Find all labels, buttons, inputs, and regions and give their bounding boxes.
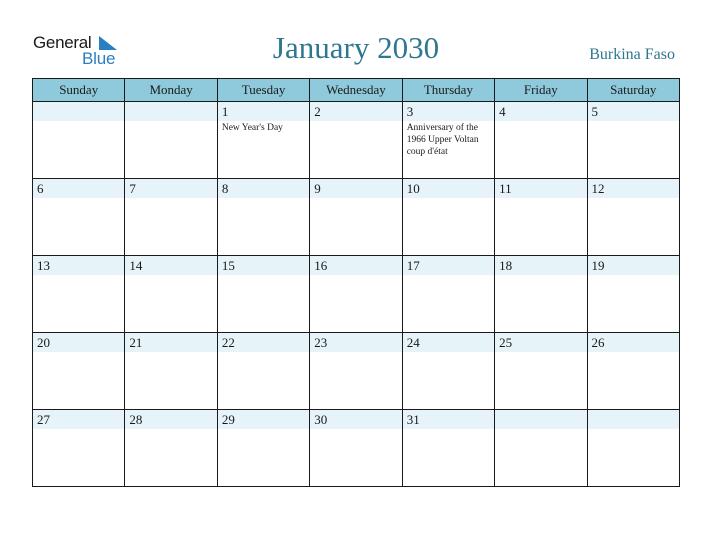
day-number: 17 <box>406 258 420 273</box>
day-cell <box>495 179 587 256</box>
day-number-band <box>495 256 586 275</box>
day-cell <box>495 410 587 487</box>
day-cell <box>495 256 587 333</box>
day-number: 24 <box>406 335 420 350</box>
day-cell <box>310 333 402 410</box>
week-row <box>33 179 680 256</box>
day-number: 31 <box>406 412 420 427</box>
day-number: 22 <box>221 335 235 350</box>
day-number-band <box>125 410 216 429</box>
day-cell <box>587 333 679 410</box>
day-number-band <box>495 410 586 429</box>
day-number: 29 <box>221 412 235 427</box>
day-number-band <box>33 410 124 429</box>
day-number-band <box>33 333 124 352</box>
day-number-band <box>403 333 494 352</box>
day-number-band <box>310 333 401 352</box>
day-number-band <box>495 333 586 352</box>
day-number: 20 <box>37 335 50 350</box>
day-number-band <box>125 256 216 275</box>
day-number: 13 <box>37 258 50 273</box>
day-cell <box>310 410 402 487</box>
day-number: 14 <box>129 258 143 273</box>
day-number-band <box>218 256 309 275</box>
day-number-band <box>125 102 216 121</box>
day-cell <box>402 179 494 256</box>
day-number: 25 <box>499 335 513 350</box>
day-cell <box>495 102 587 179</box>
day-number: 1 <box>221 104 229 119</box>
day-number: 23 <box>314 335 328 350</box>
day-number: 30 <box>314 412 328 427</box>
day-cell <box>217 102 309 179</box>
day-cell <box>402 410 494 487</box>
day-number-band <box>588 256 679 275</box>
day-number: 10 <box>406 181 420 196</box>
day-cell <box>125 410 217 487</box>
day-cell <box>33 333 125 410</box>
day-cell <box>587 256 679 333</box>
day-cell <box>33 256 125 333</box>
day-cell <box>310 102 402 179</box>
day-cell <box>33 410 125 487</box>
day-cell <box>495 333 587 410</box>
country-name: Burkina Faso <box>589 46 675 63</box>
day-number-band <box>588 102 679 121</box>
day-cell <box>402 256 494 333</box>
weekday-header: Saturday <box>587 79 679 102</box>
day-number: 7 <box>129 181 136 196</box>
day-number-band <box>588 410 679 429</box>
day-cell <box>217 179 309 256</box>
day-number-band <box>33 179 124 198</box>
weekday-header: Monday <box>125 79 217 102</box>
week-row <box>33 410 680 487</box>
day-cell <box>310 179 402 256</box>
day-number-band <box>218 333 309 352</box>
day-number: 27 <box>37 412 50 427</box>
day-cell <box>125 179 217 256</box>
day-cell <box>217 333 309 410</box>
weekday-header-row <box>33 79 680 102</box>
day-cell <box>310 256 402 333</box>
day-number-band <box>310 179 401 198</box>
day-number-band <box>495 179 586 198</box>
logo-general-text: General <box>33 33 92 52</box>
day-number-band <box>125 179 216 198</box>
day-cell <box>125 102 217 179</box>
holiday-label: Anniversary of the 1966 Upper Voltan coup d'état <box>406 123 479 157</box>
day-cell <box>125 256 217 333</box>
week-row <box>33 333 680 410</box>
day-number: 5 <box>591 104 599 119</box>
day-number: 21 <box>129 335 143 350</box>
day-number: 9 <box>314 181 321 196</box>
weekday-header: Thursday <box>402 79 494 102</box>
calendar-title: January 2030 <box>272 30 440 65</box>
day-number-band <box>218 102 309 121</box>
day-number-band <box>33 102 124 121</box>
day-number-band <box>403 410 494 429</box>
day-number-band <box>33 256 124 275</box>
day-cell <box>217 410 309 487</box>
day-number: 11 <box>499 181 512 196</box>
day-cell <box>587 102 679 179</box>
week-row <box>33 102 680 179</box>
day-number-band <box>218 179 309 198</box>
day-cell <box>33 102 125 179</box>
day-number: 28 <box>129 412 143 427</box>
weekday-header: Tuesday <box>217 79 309 102</box>
day-cell <box>587 410 679 487</box>
day-number-band <box>403 179 494 198</box>
day-number-band <box>310 102 401 121</box>
day-number: 12 <box>591 181 605 196</box>
day-cell <box>217 256 309 333</box>
day-cell <box>33 179 125 256</box>
day-number-band <box>310 256 401 275</box>
month-calendar <box>32 78 680 487</box>
day-number-band <box>588 179 679 198</box>
weekday-header: Friday <box>495 79 587 102</box>
holiday-label: New Year's Day <box>221 123 283 133</box>
day-cell <box>402 102 494 179</box>
day-number: 8 <box>221 181 229 196</box>
day-number: 16 <box>314 258 328 273</box>
day-number: 15 <box>221 258 235 273</box>
day-number: 3 <box>406 104 414 119</box>
logo-blue-text: Blue <box>82 49 116 68</box>
day-number: 26 <box>591 335 605 350</box>
day-number: 6 <box>37 181 44 196</box>
day-number-band <box>588 333 679 352</box>
day-cell <box>402 333 494 410</box>
day-number-band <box>218 410 309 429</box>
day-number-band <box>125 333 216 352</box>
week-row <box>33 256 680 333</box>
day-cell <box>125 333 217 410</box>
day-number-band <box>403 256 494 275</box>
day-number: 2 <box>314 104 321 119</box>
day-number: 19 <box>591 258 605 273</box>
weekday-header: Wednesday <box>310 79 402 102</box>
weekday-header: Sunday <box>33 79 125 102</box>
day-number: 4 <box>499 104 506 119</box>
day-number-band <box>495 102 586 121</box>
day-number-band <box>310 410 401 429</box>
day-number-band <box>403 102 494 121</box>
day-cell <box>587 179 679 256</box>
day-number: 18 <box>499 258 513 273</box>
